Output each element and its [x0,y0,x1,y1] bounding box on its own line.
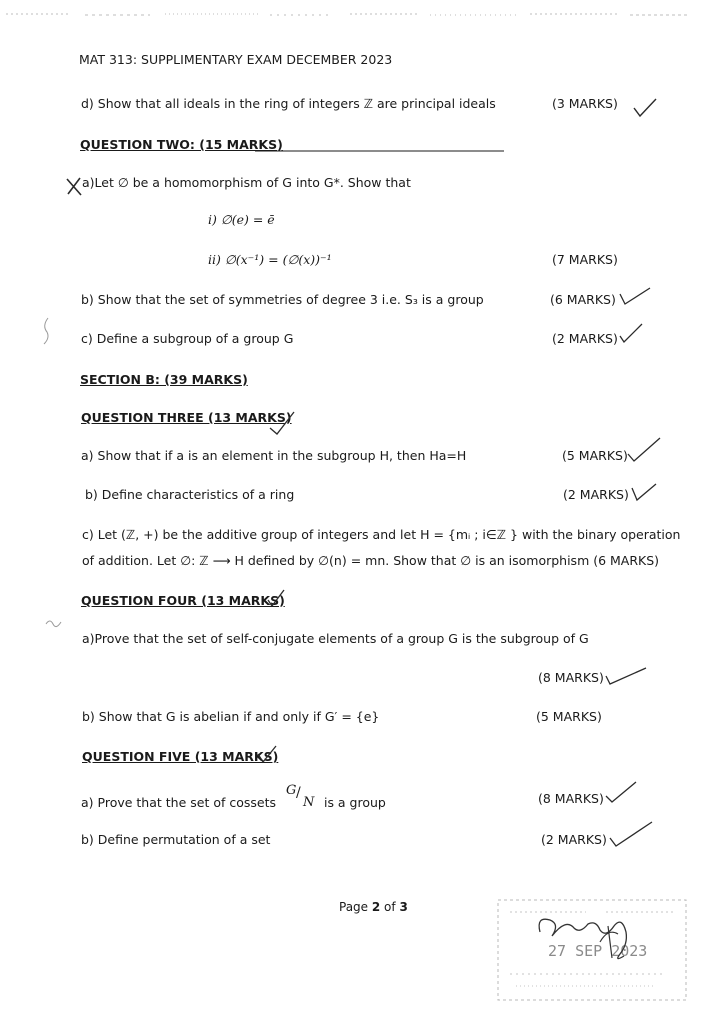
q3a-text: a) Show that if a is an element in the subgroup H, then Ha=H [81,448,467,463]
check-mark-icon [618,322,644,346]
q3b-text: b) Define characteristics of a ring [85,487,295,502]
quotient-numerator: G [285,783,297,798]
q4a-text: a)Prove that the set of self-conjugate elements of a group G is the subgroup of G [82,631,589,646]
q2a-i: i) ∅(e) = ē [208,212,275,227]
quotient-slash: / [295,785,301,801]
check-mark-icon [632,96,658,120]
quotient-group-symbol [284,783,315,810]
margin-scribble-icon [44,616,64,630]
q5b-marks: (2 MARKS) [541,832,607,847]
q5b-text: b) Define permutation of a set [81,832,271,847]
q5a-post: is a group [323,795,386,810]
q2c-text: c) Define a subgroup of a group G [81,331,294,346]
stamp-date: 27 SEP 2023 [548,942,648,960]
q4b-text: b) Show that G is abelian if and only if G′ = {e} [82,709,380,724]
scan-noise [0,6,725,20]
q5-heading: QUESTION FIVE (13 MARKS) [82,749,279,764]
q2b-text: b) Show that the set of symmetries of degree 3 i.e. S₃ is a group [81,292,484,307]
q2c-marks: (2 MARKS) [552,331,618,346]
q3b-marks: (2 MARKS) [563,487,629,502]
q3c-line2: of addition. Let ∅: ℤ ⟶ H defined by ∅(n) = mn. Show that ∅ is an isomorphism (6 MARKS) [82,553,660,568]
q1d-marks: (3 MARKS) [552,96,618,111]
q3-heading: QUESTION THREE (13 MARKS) [81,410,292,425]
date-stamp [496,898,688,1002]
check-mark-icon [618,286,652,308]
current-page: 2 [371,900,381,914]
q2a-marks: (7 MARKS) [552,252,618,267]
q2-underline [80,149,505,153]
check-mark-icon [608,818,654,850]
exam-title: MAT 313: SUPPLIMENTARY EXAM DECEMBER 2023 [79,52,393,67]
q3a-marks: (5 MARKS) [562,448,628,463]
q4a-marks: (8 MARKS) [538,670,604,685]
q2a-text: a)Let ∅ be a homomorphism of G into G*. Show that [82,175,411,190]
total-pages: 3 [399,900,408,914]
cross-mark-icon [64,174,86,198]
page-number: Page 2 of 3 [339,900,408,914]
q2a-ii: ii) ∅(x⁻¹) = (∅(x))⁻¹ [208,252,332,267]
q2b-marks: (6 MARKS) [550,292,616,307]
section-b-heading: SECTION B: (39 MARKS) [80,372,248,387]
q5a-text [81,783,386,811]
margin-scribble-icon [40,316,52,346]
q4-heading: QUESTION FOUR (13 MARKS) [81,593,285,608]
check-mark-icon [266,588,286,610]
q2-heading: QUESTION TWO: (15 MARKS) [80,137,283,152]
quotient-denominator: N [302,795,315,810]
q4b-marks: (5 MARKS) [536,709,602,724]
q3c-line1: c) Let (ℤ, +) be the additive group of integers and let H = {mᵢ ; i∈ℤ } with the binary operation [82,527,681,542]
check-mark-icon [630,482,658,504]
check-mark-icon [256,744,278,766]
q1d-text: d) Show that all ideals in the ring of integers ℤ are principal ideals [81,96,496,111]
check-mark-icon [604,780,638,808]
check-mark-icon [268,410,296,438]
q5a-marks: (8 MARKS) [538,791,604,806]
check-mark-icon [626,436,662,464]
q5a-pre: a) Prove that the set of cossets [81,795,276,810]
check-mark-icon [604,662,648,690]
